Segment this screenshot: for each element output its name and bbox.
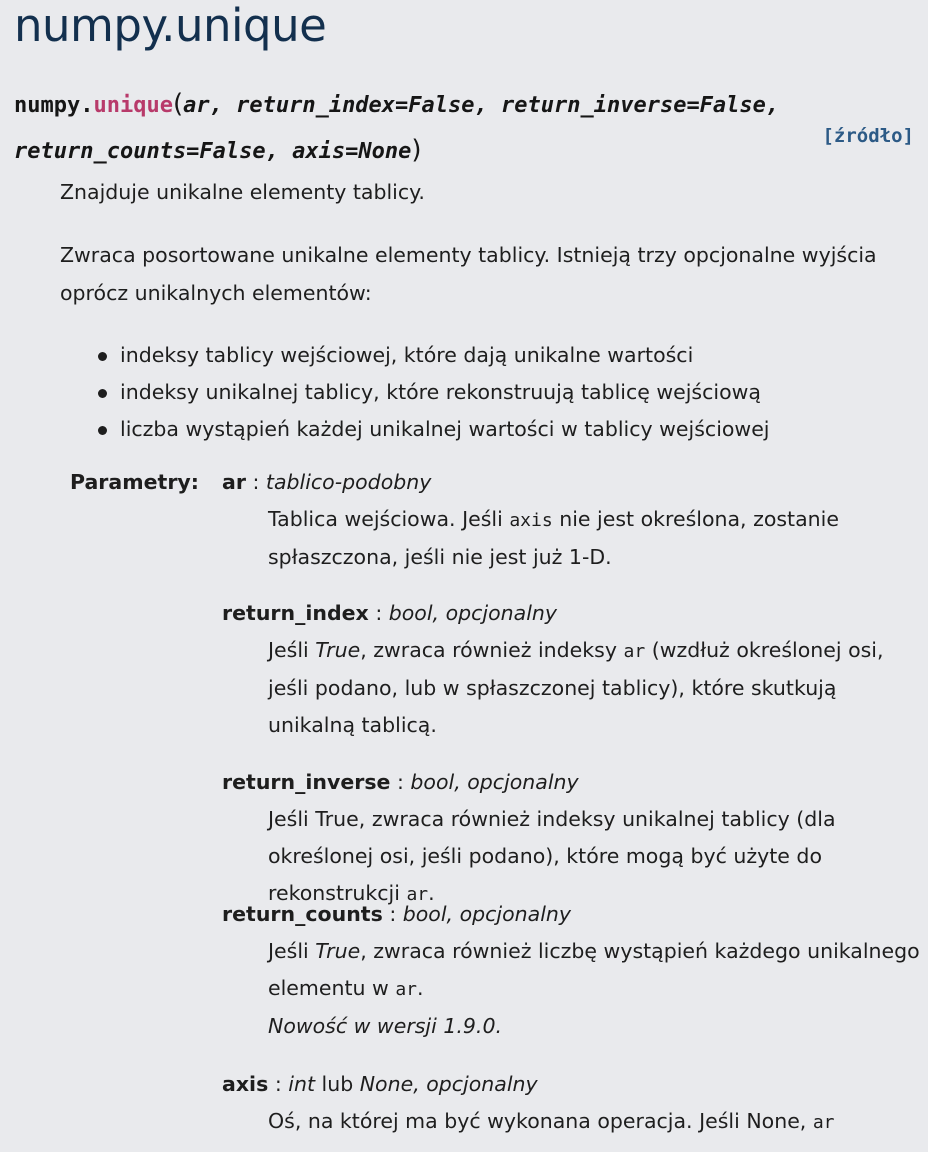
desc-text: , zwraca również liczbę wystąpień każdego unikalnego elementu w xyxy=(268,939,920,1000)
signature-close-paren: ) xyxy=(411,135,422,165)
extended-description: Zwraca posortowane unikalne elementy tablicy. Istnieją trzy opcjonalne wyjścia oprócz unikalnych elementów: xyxy=(60,243,877,305)
parameters-label: Parametry: xyxy=(70,470,199,494)
signature-args-line2: return_counts=False, axis=None xyxy=(14,139,412,164)
version-note: Nowość w wersji 1.9.0. xyxy=(268,1014,503,1038)
list-item: indeksy tablicy wejściowej, które dają unikalne wartości xyxy=(120,337,928,374)
param-type: None, opcjonalny xyxy=(359,1072,538,1096)
desc-text: , zwraca również indeksy xyxy=(360,638,624,662)
param-sep: : xyxy=(390,770,411,794)
param-type: int xyxy=(288,1072,315,1096)
desc-text: (wzdłuż określonej osi, jeśli podano, lub w spłaszczonej tablicy), które skutkują unikalną tablicą. xyxy=(268,638,884,737)
inline-code: ar xyxy=(395,979,418,1000)
param-axis xyxy=(222,1065,922,1141)
summary-text: Znajduje unikalne elementy tablicy. xyxy=(60,180,425,204)
function-signature xyxy=(14,82,918,174)
inline-code: ar xyxy=(812,1112,835,1133)
param-return-inverse xyxy=(222,763,922,913)
optional-outputs-list xyxy=(60,337,928,448)
desc-italic: True xyxy=(315,939,361,963)
list-item: indeksy unikalnej tablicy, które rekonstruują tablicę wejściową xyxy=(120,374,928,411)
page-title: numpy.unique xyxy=(14,0,327,52)
param-name: ar xyxy=(222,470,246,494)
param-type-connector: lub xyxy=(314,1072,360,1096)
param-return-index xyxy=(222,594,922,744)
list-item: liczba wystąpień każdej unikalnej wartości w tablicy wejściowej xyxy=(120,411,928,448)
desc-text: . xyxy=(428,881,435,905)
desc-text: . xyxy=(417,976,424,1000)
desc-text: Jeśli True, zwraca również indeksy unikalnej tablicy (dla określonej osi, jeśli podano), które mogą być użyte do rekonstrukcji xyxy=(268,807,836,905)
inline-code: ar xyxy=(406,884,429,905)
param-type: bool, opcjonalny xyxy=(388,601,558,625)
desc-text: Jeśli xyxy=(268,638,316,662)
param-type: bool, opcjonalny xyxy=(402,902,572,926)
param-sep: : xyxy=(382,902,403,926)
param-sep: : xyxy=(268,1072,289,1096)
param-description xyxy=(222,1103,922,1141)
param-return-counts xyxy=(222,895,922,1045)
signature-open-paren: ( xyxy=(172,89,184,119)
signature-module: numpy. xyxy=(14,93,94,118)
param-name: return_counts xyxy=(222,902,383,926)
desc-text: nie jest określona, zostanie spłaszczona, jeśli nie jest już 1-D. xyxy=(268,507,839,569)
signature-function-name: unique xyxy=(93,93,173,118)
param-description xyxy=(222,933,922,1045)
param-name: axis xyxy=(222,1072,269,1096)
param-ar xyxy=(222,463,922,576)
desc-italic: True xyxy=(315,638,361,662)
param-name: return_inverse xyxy=(222,770,391,794)
desc-text: Oś, na której ma być wykonana operacja. Jeśli None, xyxy=(268,1109,813,1133)
source-link[interactable]: [źródło] xyxy=(822,125,914,147)
inline-code: axis xyxy=(509,510,553,531)
param-description xyxy=(222,632,922,744)
param-description xyxy=(222,501,922,576)
param-type: bool, opcjonalny xyxy=(410,770,579,794)
param-name: return_index xyxy=(222,601,369,625)
desc-text: Jeśli xyxy=(268,939,316,963)
param-sep: : xyxy=(368,601,389,625)
desc-text: Tablica wejściowa. Jeśli xyxy=(268,507,510,531)
param-type: tablico-podobny xyxy=(265,470,432,494)
param-sep: : xyxy=(245,470,266,494)
inline-code: ar xyxy=(623,641,646,662)
signature-args-line1: ar, return_index=False, return_inverse=False, xyxy=(183,93,780,118)
